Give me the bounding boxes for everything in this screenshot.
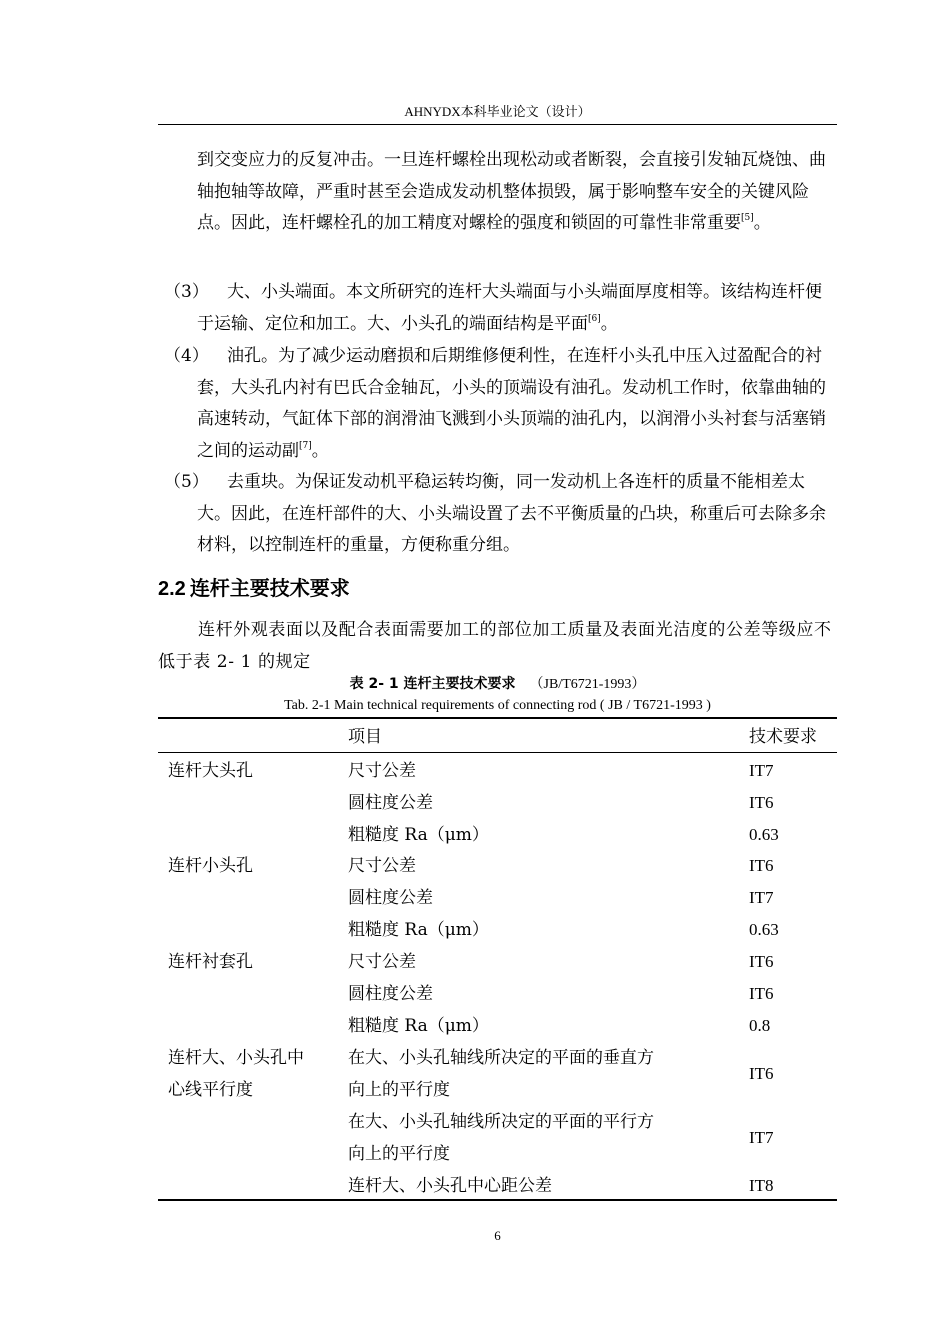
table-cell-item: 粗糙度 Ra（μm）: [348, 920, 489, 940]
table-caption-cn: 表 2- 1 连杆主要技术要求 （JB/T6721-1993）: [349, 676, 646, 692]
table-caption-en: Tab. 2-1 Main technical requirements of connecting rod ( JB / T6721-1993 ): [284, 698, 711, 713]
list-item-3: [164, 277, 837, 340]
section-title: 连杆主要技术要求: [189, 576, 350, 600]
list-number-3: （3）: [164, 282, 209, 302]
table-cell-item: 粗糙度 Ra（μm）: [348, 1016, 489, 1036]
list-text-5: 去重块。为保证发动机平稳运转均衡，同一发动机上各连杆的质量不能相差太大。因此，在连杆部件的大、小头端设置了去不平衡质量的凸块，称重后可去除多余材料，以控制连杆的重量，方便称重分组。: [197, 472, 826, 555]
table-cell-item: 尺寸公差: [348, 952, 416, 972]
table-cell-req: 0.8: [749, 1016, 771, 1035]
table-cell-req: 0.63: [749, 825, 779, 844]
table-group-label-cont: 心线平行度: [168, 1080, 253, 1100]
table-header-rule: [158, 752, 837, 753]
table-top-rule: [158, 717, 837, 719]
list-text-4: 油孔。为了减少运动磨损和后期维修便利性，在连杆小头孔中压入过盈配合的衬套，大头孔内衬有巴氏合金轴瓦，小头的顶端设有油孔。发动机工作时，依靠曲轴的高速转动，气缸体下部的润滑油飞溅到小头顶端的油孔内，以润滑小头衬套与活塞销之间的运动副[7]。: [197, 346, 826, 461]
list-number-5: （5）: [164, 472, 209, 492]
table-cell-item: 在大、小头孔轴线所决定的平面的垂直方: [348, 1048, 654, 1068]
table-cell-req: IT6: [749, 793, 774, 812]
table-cell-req: IT6: [749, 984, 774, 1003]
list-item-4: [164, 341, 837, 467]
table-cell-item: 圆柱度公差: [348, 984, 433, 1004]
section-number: 2.2: [158, 578, 186, 600]
table-cell-item: 粗糙度 Ra（μm）: [348, 825, 489, 845]
table-cell-req: 0.63: [749, 920, 779, 939]
page-header: AHNYDX本科毕业论文（设计）: [404, 104, 591, 119]
page-number: 6: [494, 1228, 501, 1243]
table-cell-item-cont: 向上的平行度: [348, 1080, 450, 1100]
table-cell-item: 尺寸公差: [348, 856, 416, 876]
table-cell-item: 连杆大、小头孔中心距公差: [348, 1176, 552, 1196]
table-cell-item: 圆柱度公差: [348, 793, 433, 813]
table-header-item: 项目: [348, 727, 382, 747]
table-cell-item-cont: 向上的平行度: [348, 1144, 450, 1164]
table-cell-req: IT6: [749, 1064, 774, 1083]
citation-5: [5]: [741, 213, 754, 224]
header-rule: [158, 124, 837, 125]
table-cell-req: IT8: [749, 1176, 774, 1195]
list-item-5: [164, 467, 837, 562]
table-cell-req: IT7: [749, 761, 774, 780]
table-group-label: 连杆衬套孔: [168, 952, 253, 972]
table-group-label: 连杆小头孔: [168, 856, 253, 876]
section-heading: [158, 574, 350, 603]
table-cell-item: 尺寸公差: [348, 761, 416, 781]
table-header-requirement: 技术要求: [749, 727, 817, 747]
table-cell-req: IT6: [749, 856, 774, 875]
citation-7: [7]: [299, 440, 312, 451]
list-number-4: （4）: [164, 346, 209, 366]
table-cell-req: IT7: [749, 888, 774, 907]
table-cell-req: IT7: [749, 1128, 774, 1147]
table-group-label: 连杆大头孔: [168, 761, 253, 781]
table-cell-req: IT6: [749, 952, 774, 971]
paragraph-continuation: 到交变应力的反复冲击。一旦连杆螺栓出现松动或者断裂，会直接引发轴瓦烧蚀、曲轴抱轴等故障，严重时甚至会造成发动机整体损毁，属于影响整车安全的关键风险点。因此，连杆螺栓孔的加工精度对螺栓的强度和锁固的可靠性非常重要[5]。: [197, 150, 826, 233]
intro-paragraph: 连杆外观表面以及配合表面需要加工的部位加工质量及表面光洁度的公差等级应不低于表 2- 1 的规定: [158, 620, 832, 672]
citation-6: [6]: [588, 313, 601, 324]
table-cell-item: 在大、小头孔轴线所决定的平面的平行方: [348, 1112, 654, 1132]
list-text-3: 大、小头端面。本文所研究的连杆大头端面与小头端面厚度相等。该结构连杆便于运输、定位和加工。大、小头孔的端面结构是平面[6]。: [197, 282, 822, 334]
table-group-label: 连杆大、小头孔中: [168, 1048, 304, 1068]
table-cell-item: 圆柱度公差: [348, 888, 433, 908]
